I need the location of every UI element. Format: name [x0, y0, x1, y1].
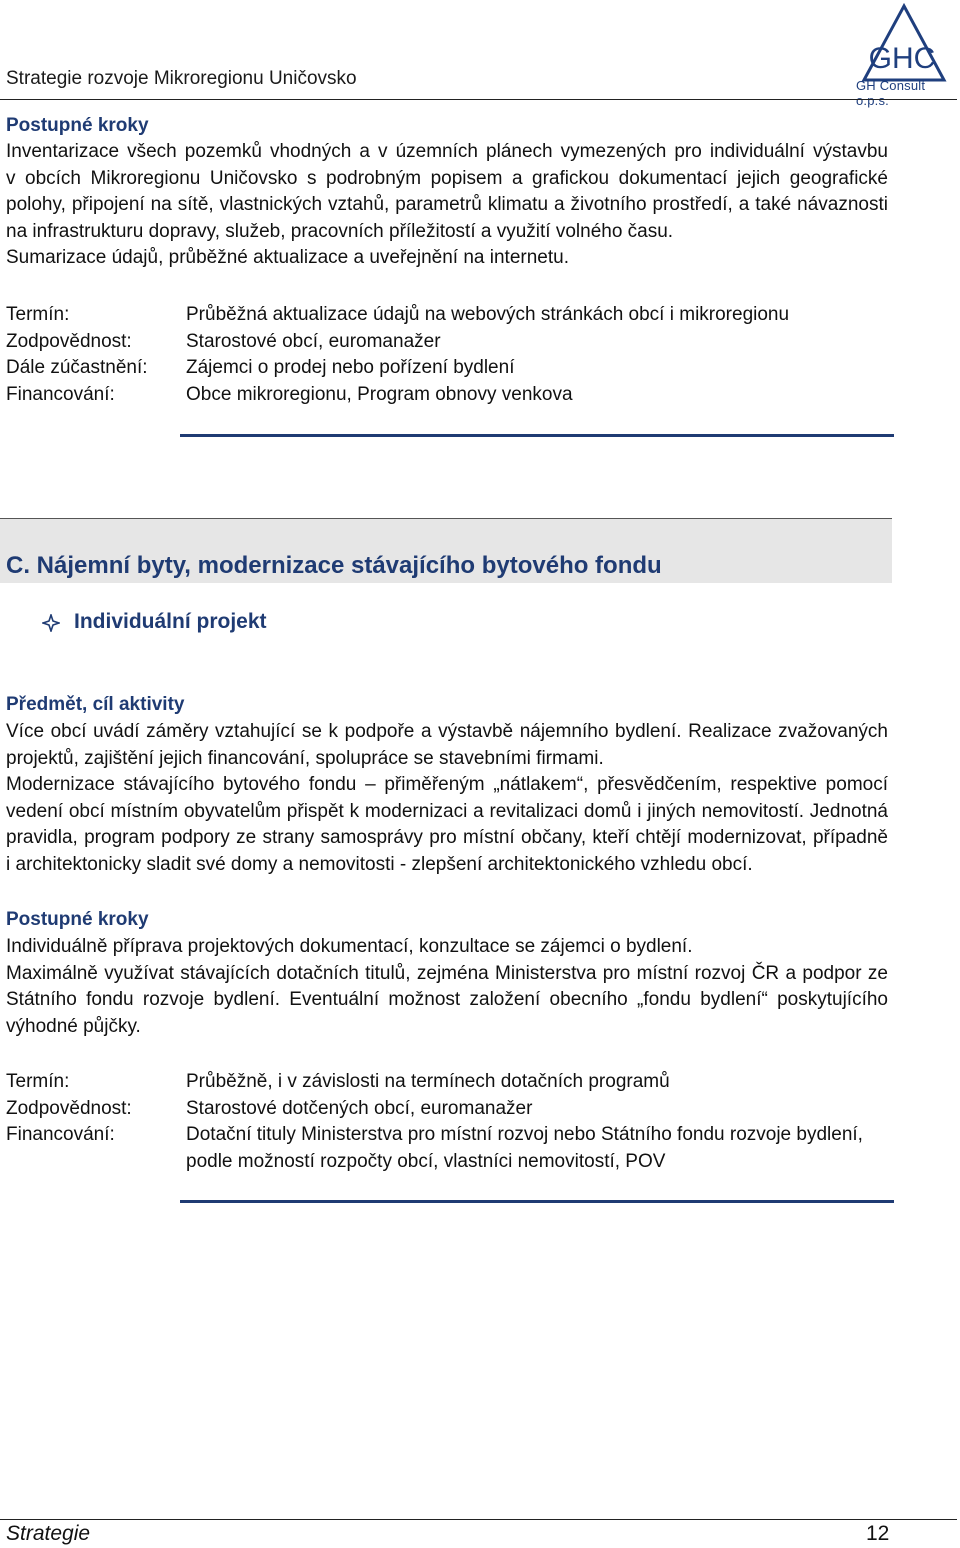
info-table-2	[6, 1069, 906, 1179]
logo-subtitle: GH Consult o.p.s.	[856, 78, 926, 108]
subject-paragraph	[6, 719, 888, 878]
info-value-responsibility: Starostové obcí, euromanažer	[186, 330, 441, 352]
section-end-rule	[180, 1200, 894, 1203]
info-label-responsibility: Zodpovědnost:	[6, 330, 132, 352]
steps-c-paragraph	[6, 934, 888, 1040]
paragraph-line: i architektonicky sladit své domy a nemovitosti - zlepšení architektonického vzhledu obcí.	[6, 853, 753, 875]
paragraph-line: na infrastrukturu dopravy, služeb, pracovních příležitostí a využití volného času.	[6, 220, 674, 242]
paragraph-line: Inventarizace všech pozemků vhodných a v územních plánech vymezených pro individuální výstavbu	[6, 141, 888, 162]
info-label-term: Termín:	[6, 1071, 70, 1092]
paragraph-line: pravidla, program podpory ze strany samosprávy pro místní občany, kteří chtějí modernizovat, případně	[6, 827, 888, 848]
info-value-responsibility: Starostové dotčených obcí, euromanažer	[186, 1097, 533, 1119]
logo-text: GHC	[868, 42, 936, 75]
steps-c-heading: Postupné kroky	[6, 909, 149, 930]
paragraph-line: polohy, připojení na sítě, vlastnických vztahů, parametrů klimatu a životního prostředí, a také návaznosti	[6, 194, 888, 215]
paragraph-line: Modernizace stávajícího bytového fondu – přiměřeným „nátlakem“, přesvědčením, respektive pomocí	[6, 774, 888, 795]
paragraph-line: Maximálně využívat stávajících dotačních titulů, zejména Ministerstva pro místní rozvoj ČR a podpor ze	[6, 962, 888, 984]
info-value-term: Průběžná aktualizace údajů na webových stránkách obcí i mikroregionu	[186, 304, 790, 325]
document-header-title: Strategie rozvoje Mikroregionu Uničovsko	[6, 68, 357, 89]
info-value-financing: Obce mikroregionu, Program obnovy venkova	[186, 383, 573, 405]
section-c-title: C. Nájemní byty, modernizace stávajícího bytového fondu	[6, 552, 662, 579]
paragraph-line: výhodné půjčky.	[6, 1015, 141, 1037]
info-value-term: Průběžně, i v závislosti na termínech dotačních programů	[186, 1071, 670, 1092]
info-value-financing-cont: podle možností rozpočty obcí, vlastníci nemovitostí, POV	[186, 1150, 666, 1172]
paragraph-line: Individuálně příprava projektových dokumentací, konzultace se zájemci o bydlení.	[6, 936, 693, 957]
header-divider	[0, 99, 957, 100]
info-table-1	[6, 302, 906, 412]
section-end-rule	[180, 434, 894, 437]
project-type-label: Individuální projekt	[74, 610, 267, 633]
footer-divider	[0, 1519, 957, 1520]
info-label-participants: Dále zúčastnění:	[6, 357, 148, 378]
paragraph-line: projektů, zajištění jejich financování, spolupráce se stavebními firmami.	[6, 747, 604, 769]
footer-label: Strategie	[6, 1522, 91, 1545]
paragraph-line: vedení obcí místním obyvatelům přispět k modernizaci a revitalizaci domů i jiných nemovitostí. Jednotná	[6, 800, 888, 822]
paragraph-line: Sumarizace údajů, průběžné aktualizace a uveřejnění na internetu.	[6, 247, 569, 268]
page-number: 12	[866, 1522, 890, 1545]
info-label-responsibility: Zodpovědnost:	[6, 1097, 132, 1119]
paragraph-line: Státního fondu rozvoje bydlení. Eventuální možnost založení obecního „fondu bydlení“ poskytujícího	[6, 989, 888, 1010]
info-label-financing: Financování:	[6, 383, 115, 405]
info-label-term: Termín:	[6, 304, 70, 325]
paragraph-line: Více obcí uvádí záměry vztahující se k podpoře a výstavbě nájemního bydlení. Realizace zvažovaných	[6, 721, 888, 742]
paragraph-line: v obcích Mikroregionu Uničovsko s podrobným popisem a grafickou dokumentací jejich geografické	[6, 167, 888, 189]
info-label-financing: Financování:	[6, 1124, 115, 1145]
info-value-participants: Zájemci o prodej nebo pořízení bydlení	[186, 357, 515, 378]
subject-heading: Předmět, cíl aktivity	[6, 694, 185, 715]
diamond-bullet-icon	[42, 614, 60, 632]
steps-heading: Postupné kroky	[6, 115, 149, 136]
steps-paragraph	[6, 139, 888, 272]
info-value-financing: Dotační tituly Ministerstva pro místní rozvoj nebo Státního fondu rozvoje bydlení,	[186, 1124, 863, 1145]
